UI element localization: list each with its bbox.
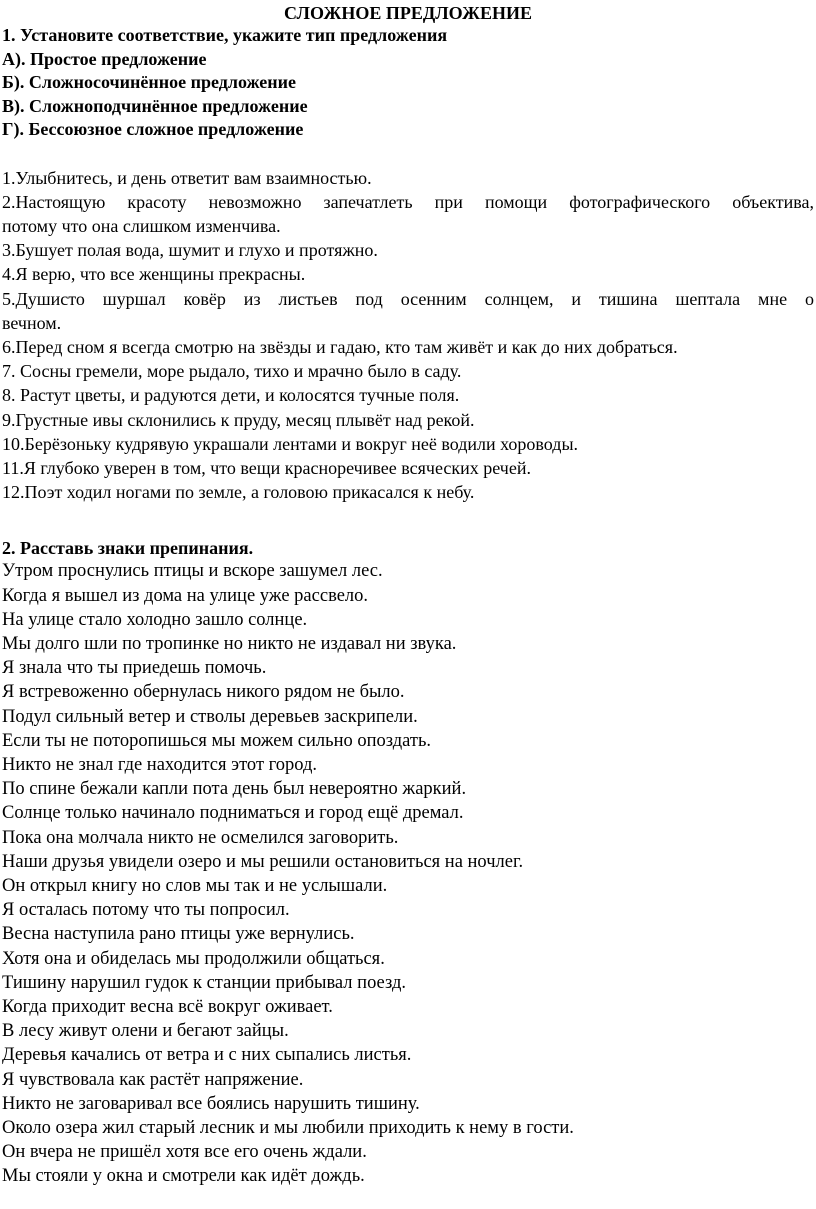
task2-sentence: Я осталась потому что ты попросил. bbox=[2, 900, 290, 921]
task1-heading: 1. Установите соответствие, укажите тип предложения bbox=[2, 25, 448, 45]
task2-sentence: Хотя она и обиделась мы продолжили общаться. bbox=[2, 948, 385, 969]
task1-sentence: 3.Бушует полая вода, шумит и глухо и протяжно. bbox=[2, 240, 378, 261]
task1-sentence: потому что она слишком изменчива. bbox=[2, 215, 281, 236]
task1-sentence: 12.Поэт ходил ногами по земле, а головою прикасался к небу. bbox=[2, 482, 475, 503]
task2-sentence: Никто не знал где находится этот город. bbox=[2, 754, 318, 775]
task2-sentence: В лесу живут олени и бегают зайцы. bbox=[2, 1021, 289, 1042]
task2-sentence: Подул сильный ветер и стволы деревьев заскрипели. bbox=[2, 706, 418, 727]
spacer bbox=[2, 504, 814, 537]
task2-sentence: Пока она молчала никто не осмелился заговорить. bbox=[2, 827, 399, 848]
task2-sentence: Я знала что ты приедешь помочь. bbox=[2, 658, 267, 679]
spacer bbox=[2, 142, 814, 166]
task2-sentence: Я встревоженно обернулась никого рядом не было. bbox=[2, 682, 405, 703]
task2-sentence: Когда я вышел из дома на улице уже рассвело. bbox=[2, 585, 369, 606]
task2-sentence: Деревья качались от ветра и с них сыпались листья. bbox=[2, 1045, 412, 1066]
task2-sentence: Около озера жил старый лесник и мы любили приходить к нему в гости. bbox=[2, 1118, 574, 1139]
task2-sentence: Наши друзья увидели озеро и мы решили остановиться на ночлег. bbox=[2, 851, 524, 872]
task1-sentence: 2.Настоящую красоту невозможно запечатлеть при помощи фотографического объектива, bbox=[2, 191, 814, 212]
task1-sentence: 9.Грустные ивы склонились к пруду, месяц плывёт над рекой. bbox=[2, 409, 475, 430]
task1-sentence: 6.Перед сном я всегда смотрю на звёзды и гадаю, кто там живёт и как до них добраться. bbox=[2, 336, 678, 357]
task2-sentence: Никто не заговаривал все боялись нарушить тишину. bbox=[2, 1093, 420, 1114]
task1-option: В). Сложноподчинённое предложение bbox=[2, 95, 308, 116]
task2-sentence: Тишину нарушил гудок к станции прибывал поезд. bbox=[2, 972, 406, 993]
task1-sentence: 11.Я глубоко уверен в том, что вещи красноречивее всяческих речей. bbox=[2, 457, 531, 478]
task1-sentence: 1.Улыбнитесь, и день ответит вам взаимностью. bbox=[2, 167, 372, 188]
task2-sentence: По спине бежали капли пота день был невероятно жаркий. bbox=[2, 779, 467, 800]
task2-sentence: На улице стало холодно зашло солнце. bbox=[2, 609, 308, 630]
task2-sentence: Утром проснулись птицы и вскоре зашумел лес. bbox=[2, 561, 383, 582]
task2-sentence: Он открыл книгу но слов мы так и не услышали. bbox=[2, 875, 388, 896]
task1-sentence: 8. Растут цветы, и радуются дети, и колосятся тучные поля. bbox=[2, 385, 460, 406]
task2-sentence: Когда приходит весна всё вокруг оживает. bbox=[2, 997, 333, 1017]
task2-sentence-list bbox=[2, 559, 814, 1188]
task1-sentence: 10.Берёзоньку кудрявую украшали лентами и вокруг неё водили хороводы. bbox=[2, 433, 579, 454]
task2-heading: 2. Расставь знаки препинания. bbox=[2, 538, 254, 559]
task1-sentence: 4.Я верю, что все женщины прекрасны. bbox=[2, 264, 306, 285]
task1-option: А). Простое предложение bbox=[2, 48, 207, 69]
task1-sentence: 7. Сосны гремели, море рыдало, тихо и мрачно было в саду. bbox=[2, 361, 462, 382]
document-title: СЛОЖНОЕ ПРЕДЛОЖЕНИЕ bbox=[284, 3, 532, 23]
task2-sentence: Мы долго шли по тропинке но никто не издавал ни звука. bbox=[2, 633, 457, 654]
task2-sentence: Он вчера не пришёл хотя все его очень ждали. bbox=[2, 1142, 367, 1163]
task2-sentence: Я чувствовала как растёт напряжение. bbox=[2, 1069, 304, 1090]
task2-sentence: Солнце только начинало подниматься и город ещё дремал. bbox=[2, 803, 464, 824]
task1-option: Г). Бессоюзное сложное предложение bbox=[2, 119, 304, 139]
task1-sentence: вечном. bbox=[2, 312, 62, 333]
task1-sentence: 5.Душисто шуршал ковёр из листьев под осенним солнцем, и тишина шептала мне о bbox=[2, 288, 814, 309]
task2-sentence: Если ты не поторопишься мы можем сильно опоздать. bbox=[2, 730, 432, 751]
task2-sentence: Весна наступила рано птицы уже вернулись. bbox=[2, 924, 355, 945]
task2-sentence: Мы стояли у окна и смотрели как идёт дождь. bbox=[2, 1166, 365, 1187]
task1-option: Б). Сложносочинённое предложение bbox=[2, 72, 297, 92]
